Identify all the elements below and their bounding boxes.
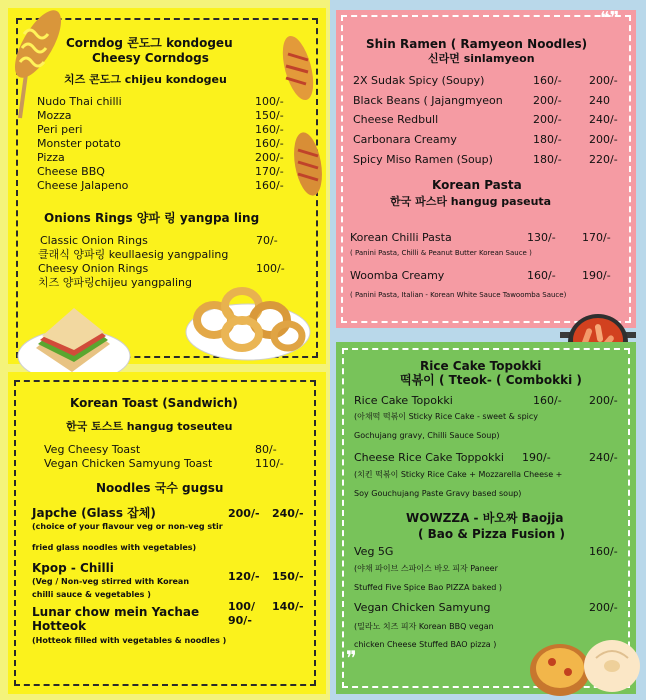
bao-subtitle: ( Bao & Pizza Fusion ) xyxy=(418,527,565,541)
ramen-item-price-2: 240 xyxy=(589,94,610,107)
pasta-item-price-2: 170/- xyxy=(582,231,611,244)
topokki-item-price-1: 160/- xyxy=(533,394,562,407)
corndog-item-name: Nudo Thai chilli xyxy=(37,95,122,108)
kpop-desc: chilli sauce & vegetables ) xyxy=(32,590,151,599)
ramen-title: Shin Ramen ( Ramyeon Noodles) xyxy=(366,37,588,51)
toast-item-price: 110/- xyxy=(255,457,284,470)
topokki-item-desc: Gochujang gravy, Chilli Sauce Soup) xyxy=(354,431,500,440)
ramen-item-price-2: 200/- xyxy=(589,133,618,146)
kpop-price-2: 150/- xyxy=(272,570,304,583)
topokki-item-desc: Soy Gouchujang Paste Gravy based soup) xyxy=(354,489,522,498)
topokki-item-name: Rice Cake Topokki xyxy=(354,394,453,407)
toast-korean: 한국 토스트 hangug toseuteu xyxy=(66,420,233,433)
kpop-desc: (Veg / Non-veg stirred with Korean xyxy=(32,577,190,586)
topokki-item-price-2: 200/- xyxy=(589,394,618,407)
ramen-item-name: Spicy Miso Ramen (Soup) xyxy=(353,153,493,166)
bao-item-desc: Stuffed Five Spice Bao PIZZA baked ) xyxy=(354,583,503,592)
pasta-korean: 한국 파스타 hangug paseuta xyxy=(390,195,552,208)
japche-price-1: 200/- xyxy=(228,507,260,520)
ramen-item-name: Carbonara Creamy xyxy=(353,133,457,146)
corndog-item-price: 200/- xyxy=(255,151,284,164)
bao-pizza-image xyxy=(526,628,644,698)
topokki-subtitle: 떡볶이 ( Tteok- ( Combokki ) xyxy=(400,373,582,387)
onion-item-korean: 클래식 양파링 keullaesig yangpaling xyxy=(38,248,229,261)
onion-item-korean: 치즈 양파링chijeu yangpaling xyxy=(38,276,192,289)
onion-item-price: 70/- xyxy=(256,234,278,247)
onion-item-name: Cheesy Onion Rings xyxy=(38,262,149,275)
ramen-item-price-2: 220/- xyxy=(589,153,618,166)
corndog-item-name: Pizza xyxy=(37,151,65,164)
ramen-item-price-1: 200/- xyxy=(533,94,562,107)
pasta-item-price-1: 130/- xyxy=(527,231,556,244)
noodles-title: Noodles 국수 gugsu xyxy=(96,481,224,495)
corndog-item-name: Peri peri xyxy=(37,123,83,136)
lunar-price-1: 100/ xyxy=(228,600,255,613)
lunar-name: Lunar chow mein Yachae xyxy=(32,605,200,619)
toast-title: Korean Toast (Sandwich) xyxy=(70,396,238,410)
decor-quote-icon: ❝❞ xyxy=(600,8,620,29)
topokki-item-desc: (치킨 떡볶이 Sticky Rice Cake + Mozzarella Cheese + xyxy=(354,470,563,479)
corndog-item-price: 150/- xyxy=(255,109,284,122)
kpop-name: Kpop - Chilli xyxy=(32,561,114,575)
decor-quote-icon-bottom: ❞ xyxy=(346,646,357,670)
pasta-item-price-1: 160/- xyxy=(527,269,556,282)
ramen-item-price-1: 160/- xyxy=(533,74,562,87)
lunar-price-2: 140/- xyxy=(272,600,304,613)
ramen-item-name: Black Beans ( Jajangmyeon xyxy=(353,94,503,107)
onion-rings-image xyxy=(184,280,312,362)
lunar-name-2: Hotteok xyxy=(32,619,87,633)
corndog-image-right-bottom xyxy=(286,128,330,204)
ramen-item-name: 2X Sudak Spicy (Soupy) xyxy=(353,74,485,87)
ramen-item-price-2: 200/- xyxy=(589,74,618,87)
ramen-item-price-1: 200/- xyxy=(533,113,562,126)
topokki-item-desc: (아채떡 떡볶이 Sticky Rice Cake - sweet & spicy xyxy=(354,412,539,421)
japche-price-2: 240/- xyxy=(272,507,304,520)
lunar-desc: (Hotteok filled with vegetables & noodles ) xyxy=(32,636,227,645)
corndog-item-price: 160/- xyxy=(255,179,284,192)
topokki-item-price-2: 240/- xyxy=(589,451,618,464)
bao-item-desc: (야채 파이브 스파이스 바오 피자 Paneer xyxy=(354,564,498,573)
japche-desc: (choice of your flavour veg or non-veg stir xyxy=(32,522,223,531)
pasta-title: Korean Pasta xyxy=(432,178,522,192)
bao-item-price: 160/- xyxy=(589,545,618,558)
topokki-title: Rice Cake Topokki xyxy=(420,359,542,373)
bao-item-desc: (밀라노 치즈 피자 Korean BBQ vegan xyxy=(354,622,494,631)
onion-item-price: 100/- xyxy=(256,262,285,275)
corndog-korean: 치즈 콘도그 chijeu kondogeu xyxy=(64,73,227,86)
pasta-item-desc: ( Panini Pasta, Chilli & Peanut Butter Korean Sauce ) xyxy=(350,249,532,257)
corndog-item-price: 160/- xyxy=(255,137,284,150)
pasta-item-name: Woomba Creamy xyxy=(350,269,445,282)
bao-title: WOWZZA - 바오짜 Baojja xyxy=(406,511,564,525)
pasta-item-price-2: 190/- xyxy=(582,269,611,282)
onion-title: Onions Rings 양파 링 yangpa ling xyxy=(44,211,260,225)
bao-item-name: Veg 5G xyxy=(354,545,394,558)
pasta-item-desc: ( Panini Pasta, Italian - Korean White Sauce Tawoomba Sauce) xyxy=(350,291,567,299)
japche-name: Japche (Glass 잡체) xyxy=(32,506,156,520)
ramen-item-price-1: 180/- xyxy=(533,133,562,146)
corndog-item-name: Cheese Jalapeno xyxy=(37,179,129,192)
bao-item-desc: chicken Cheese Stuffed BAO pizza ) xyxy=(354,640,497,649)
corndog-item-name: Mozza xyxy=(37,109,72,122)
topokki-item-price-1: 190/- xyxy=(522,451,551,464)
toast-item-price: 80/- xyxy=(255,443,277,456)
ramen-item-price-2: 240/- xyxy=(589,113,618,126)
corndog-item-name: Monster potato xyxy=(37,137,121,150)
corndog-item-price: 100/- xyxy=(255,95,284,108)
ramen-item-price-1: 180/- xyxy=(533,153,562,166)
pasta-item-name: Korean Chilli Pasta xyxy=(350,231,452,244)
corndog-subtitle: Cheesy Corndogs xyxy=(92,51,209,65)
japche-desc: fried glass noodles with vegetables) xyxy=(32,543,197,552)
lunar-price-1b: 90/- xyxy=(228,614,252,627)
ramen-korean: 신라면 sinlamyeon xyxy=(428,52,535,65)
corndog-item-price: 160/- xyxy=(255,123,284,136)
toast-item-name: Veg Cheesy Toast xyxy=(44,443,141,456)
topokki-item-name: Cheese Rice Cake Toppokki xyxy=(354,451,504,464)
corndog-title: Corndog 콘도그 kondogeu xyxy=(66,36,233,50)
ramen-item-name: Cheese Redbull xyxy=(353,113,439,126)
onion-item-name: Classic Onion Rings xyxy=(40,234,148,247)
corndog-item-price: 170/- xyxy=(255,165,284,178)
bao-item-price: 200/- xyxy=(589,601,618,614)
toast-item-name: Vegan Chicken Samyung Toast xyxy=(44,457,213,470)
kpop-price-1: 120/- xyxy=(228,570,260,583)
corndog-item-name: Cheese BBQ xyxy=(37,165,105,178)
bao-item-name: Vegan Chicken Samyung xyxy=(354,601,491,614)
